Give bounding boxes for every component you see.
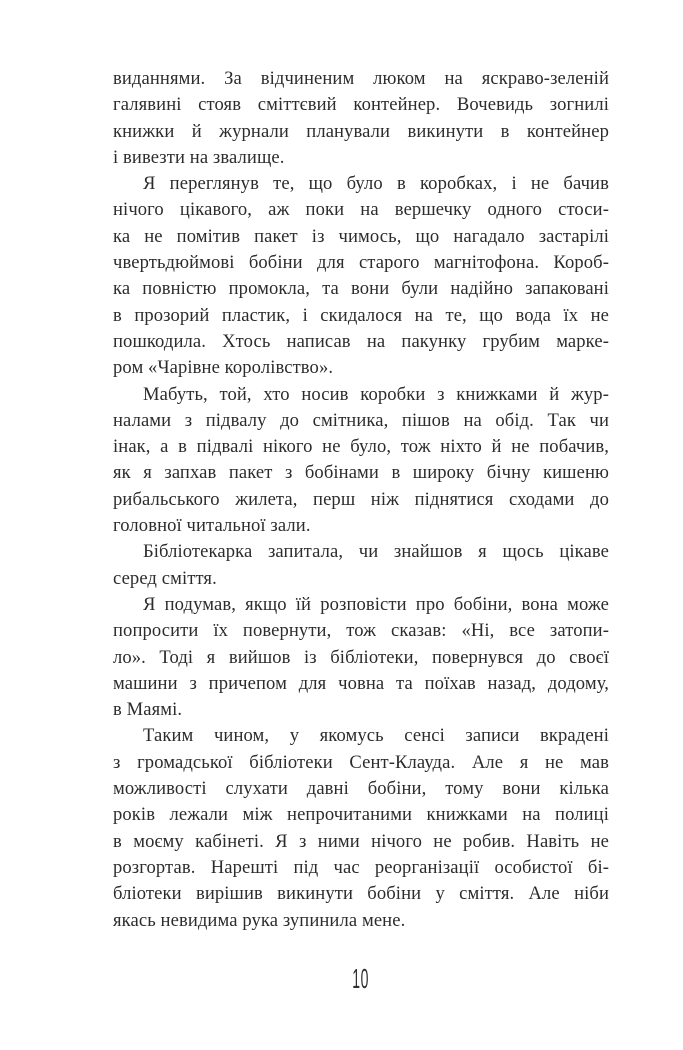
text-line: попросити їх повернути, тож сказав: «Ні, все затопи- xyxy=(113,620,609,642)
text-line: пошкодила. Хтось написав на пакунку грубим марке- xyxy=(113,330,609,352)
paragraph xyxy=(113,382,609,540)
text-line: Мабуть, той, хто носив коробки з книжками й жур- xyxy=(143,383,609,405)
text-line: як я запхав пакет з бобінами в широку бічну кишеню xyxy=(113,462,609,484)
text-line: можливості слухати давні бобіни, тому вони кілька xyxy=(113,778,609,800)
text-line: Я переглянув те, що було в коробках, і не бачив xyxy=(143,173,609,195)
text-line: виданнями. За відчиненим люком на яскраво-зеленій xyxy=(113,68,609,89)
text-line: в прозорий пластик, і скидалося на те, що вода їх не xyxy=(113,304,609,326)
text-line: років лежали між непрочитаними книжками на полиці xyxy=(113,804,609,826)
paragraph xyxy=(113,592,609,723)
text-line: ло». Тоді я вийшов із бібліотеки, повернувся до своєї xyxy=(113,646,609,668)
text-line: серед сміття. xyxy=(113,567,217,589)
paragraph xyxy=(113,66,609,171)
text-line: рибальського жилета, перш ніж піднятися сходами до xyxy=(113,488,609,510)
text-line: розгортав. Нарешті під час реорганізації особистої бі- xyxy=(113,856,609,878)
text-line: ка повністю промокла, та вони були надійно запаковані xyxy=(113,278,609,300)
text-line: бліотеки вирішив викинути бобіни у сміття. Але ніби xyxy=(113,883,609,905)
text-line: інак, а в підвалі нікого не було, тож ніхто й не побачив, xyxy=(113,436,609,458)
page-number-value: 10 xyxy=(352,963,370,994)
text-line: ром «Чарівне королівство». xyxy=(113,357,334,379)
text-line: нічого цікавого, аж поки на вершечку одного стоси- xyxy=(113,199,609,221)
text-line: налами з підвалу до смітника, пішов на обід. Так чи xyxy=(113,409,609,431)
page-number xyxy=(113,963,609,995)
text-line: в моєму кабінеті. Я з ними нічого не робив. Навіть не xyxy=(113,830,609,852)
text-line: в Маямі. xyxy=(113,699,183,721)
text-line: книжки й журнали планували викинути в контейнер xyxy=(113,120,609,142)
body-text xyxy=(113,66,609,934)
paragraph xyxy=(113,723,609,933)
text-line: якась невидима рука зупинила мене. xyxy=(113,909,406,931)
text-line: Бібліотекарка запитала, чи знайшов я щось цікаве xyxy=(143,541,609,563)
text-line: ка не помітив пакет із чимось, що нагадало застарілі xyxy=(113,225,609,247)
text-line: з громадської бібліотеки Сент-Клауда. Але я не мав xyxy=(113,751,609,773)
text-line: Таким чином, у якомусь сенсі записи вкрадені xyxy=(143,725,609,747)
text-line: Я подумав, якщо їй розповісти про бобіни, вона може xyxy=(143,593,609,615)
text-line: галявині стояв сміттєвий контейнер. Вочевидь зогнилі xyxy=(113,94,609,116)
paragraph xyxy=(113,171,609,381)
text-line: і вивезти на звалище. xyxy=(113,146,285,168)
paragraph xyxy=(113,539,609,592)
text-line: машини з причепом для човна та поїхав назад, додому, xyxy=(113,672,609,694)
text-line: чвертьдюймові бобіни для старого магнітофона. Короб- xyxy=(113,252,609,274)
text-line: головної читальної зали. xyxy=(113,515,311,537)
